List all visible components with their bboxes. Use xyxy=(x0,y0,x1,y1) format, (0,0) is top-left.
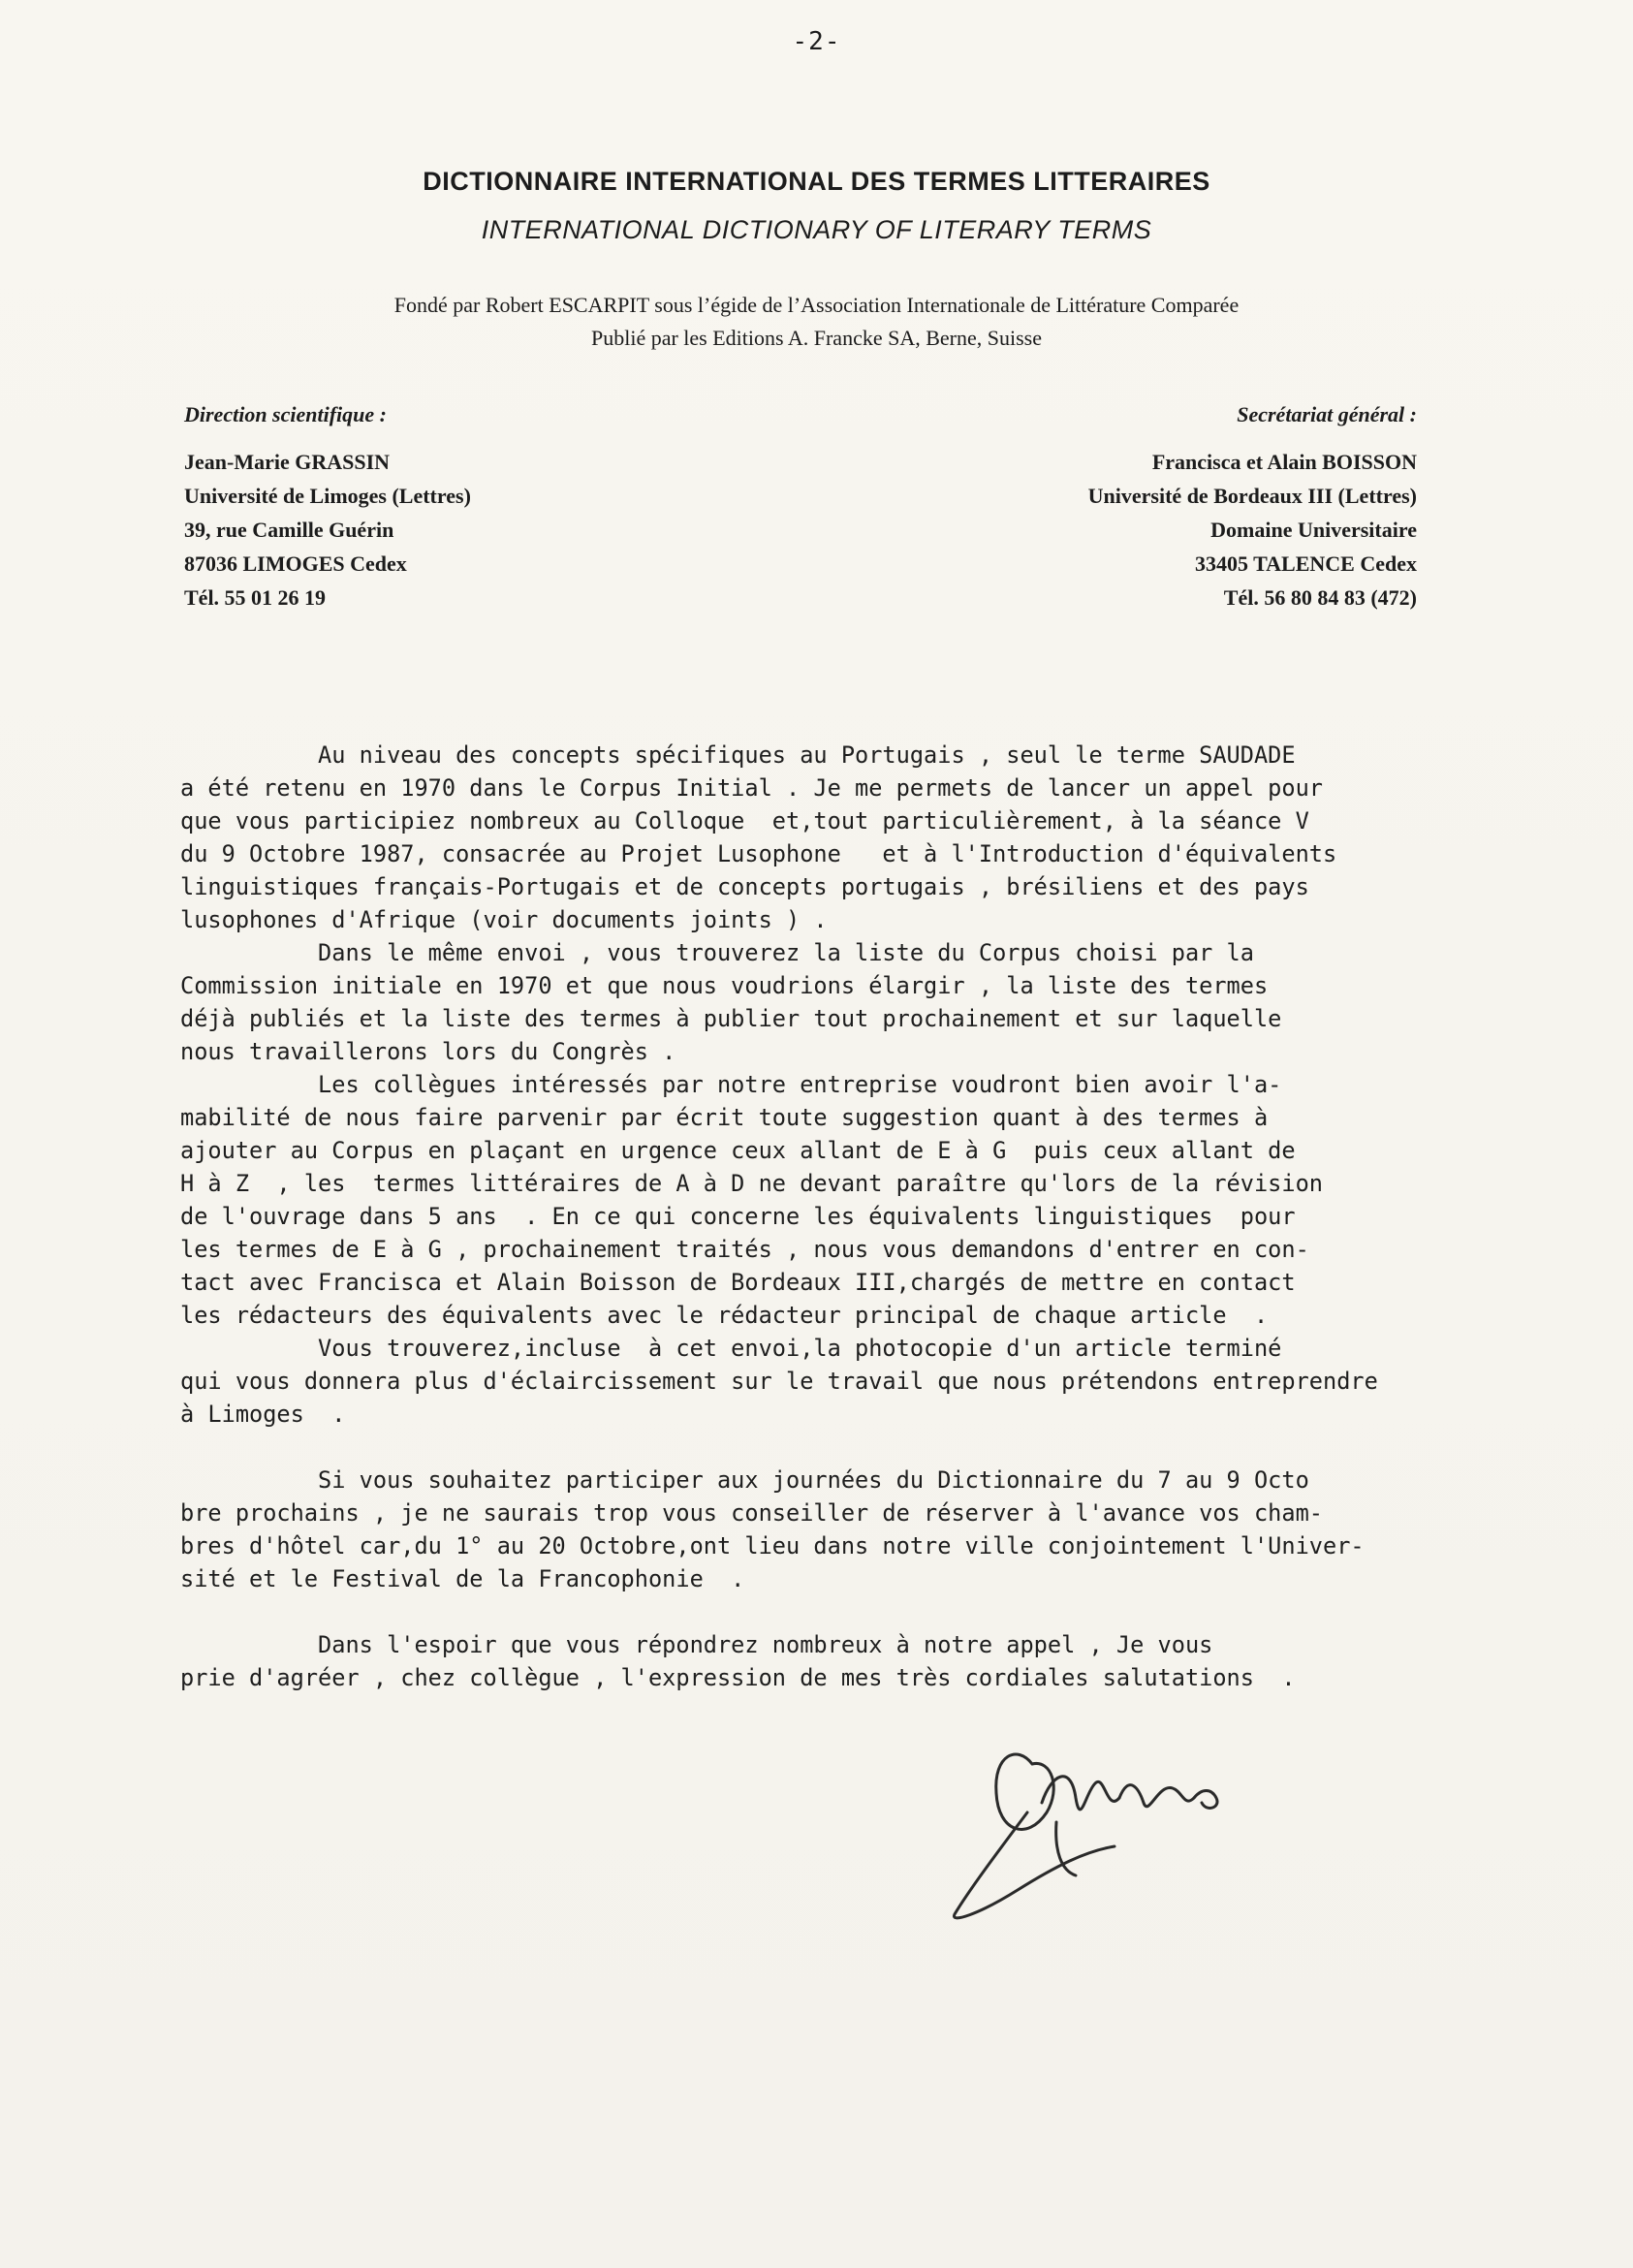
body-line: H à Z , les termes littéraires de A à D ne devant paraître qu'lors de la révision xyxy=(180,1170,1323,1197)
direction-line: Université de Limoges (Lettres) xyxy=(184,484,471,508)
letter-body xyxy=(180,739,1615,1694)
body-line: lusophones d'Afrique (voir documents joints ) . xyxy=(180,906,828,933)
founded-by-line: Fondé par Robert ESCARPIT sous l’égide de l’Association Internationale de Littérature Comparée xyxy=(393,293,1240,317)
body-line: ajouter au Corpus en plaçant en urgence ceux allant de E à G puis ceux allant de xyxy=(180,1137,1296,1164)
title-french: DICTIONNAIRE INTERNATIONAL DES TERMES LITTERAIRES xyxy=(423,167,1210,196)
page-number: -2- xyxy=(792,27,841,56)
body-line: qui vous donnera plus d'éclaircissement sur le travail que nous prétendons entreprendre xyxy=(180,1368,1378,1395)
secretariat-line: 33405 TALENCE Cedex xyxy=(1195,551,1417,576)
body-line xyxy=(180,1595,1615,1628)
body-line: Au niveau des concepts spécifiques au Portugais , seul le terme SAUDADE xyxy=(180,741,1296,769)
secretariat-line: Francisca et Alain BOISSON xyxy=(1151,450,1417,474)
body-line: tact avec Francisca et Alain Boisson de Bordeaux III,chargés de mettre en contact xyxy=(180,1269,1296,1296)
body-line: les termes de E à G , prochainement traités , nous vous demandons d'entrer en con- xyxy=(180,1236,1309,1263)
handwritten-signature xyxy=(940,1706,1289,1938)
published-by-line: Publié par les Editions A. Francke SA, Berne, Suisse xyxy=(590,326,1042,350)
body-line: Si vous souhaitez participer aux journées du Dictionnaire du 7 au 9 Octo xyxy=(180,1466,1309,1494)
body-line: bre prochains , je ne saurais trop vous conseiller de réserver à l'avance vos cham- xyxy=(180,1499,1323,1527)
body-line: Commission initiale en 1970 et que nous voudrions élargir , la liste des termes xyxy=(180,972,1269,999)
direction-heading: Direction scientifique : xyxy=(184,402,387,426)
body-line: nous travaillerons lors du Congrès . xyxy=(180,1038,676,1065)
body-line: Les collègues intéressés par notre entreprise voudront bien avoir l'a- xyxy=(180,1071,1282,1098)
body-line: a été retenu en 1970 dans le Corpus Initial . Je me permets de lancer un appel pour xyxy=(180,774,1323,802)
body-line: Dans le même envoi , vous trouverez la liste du Corpus choisi par la xyxy=(180,939,1254,966)
body-line: que vous participiez nombreux au Colloque et,tout particulièrement, à la séance V xyxy=(180,807,1309,835)
direction-line: 87036 LIMOGES Cedex xyxy=(184,551,407,576)
secretariat-line: Domaine Universitaire xyxy=(1210,518,1417,542)
body-line: linguistiques français-Portugais et de concepts portugais , brésiliens et des pays xyxy=(180,873,1309,900)
body-line: Dans l'espoir que vous répondrez nombreux à notre appel , Je vous xyxy=(180,1631,1213,1658)
body-line: à Limoges . xyxy=(180,1401,346,1428)
body-line: du 9 Octobre 1987, consacrée au Projet Lusophone et à l'Introduction d'équivalents xyxy=(180,840,1337,867)
title-english: INTERNATIONAL DICTIONARY OF LITERARY TERMS xyxy=(481,215,1152,244)
body-line: prie d'agréer , chez collègue , l'expression de mes très cordiales salutations . xyxy=(180,1664,1296,1691)
secretariat-heading: Secrétariat général : xyxy=(1237,402,1417,426)
body-line: mabilité de nous faire parvenir par écrit toute suggestion quant à des termes à xyxy=(180,1104,1269,1131)
direction-address-block xyxy=(184,397,471,614)
body-line: de l'ouvrage dans 5 ans . En ce qui concerne les équivalents linguistiques pour xyxy=(180,1203,1296,1230)
body-line xyxy=(180,1431,1615,1464)
secretariat-line: Université de Bordeaux III (Lettres) xyxy=(1087,484,1417,508)
direction-line: 39, rue Camille Guérin xyxy=(184,518,394,542)
direction-line: Jean-Marie GRASSIN xyxy=(184,450,391,474)
direction-line: Tél. 55 01 26 19 xyxy=(184,585,327,610)
body-line: sité et le Festival de la Francophonie . xyxy=(180,1565,745,1592)
secretariat-address-block xyxy=(1088,397,1417,614)
body-line: les rédacteurs des équivalents avec le rédacteur principal de chaque article . xyxy=(180,1302,1269,1329)
body-line: bres d'hôtel car,du 1° au 20 Octobre,ont lieu dans notre ville conjointement l'Univer- xyxy=(180,1532,1365,1559)
body-line: Vous trouverez,incluse à cet envoi,la photocopie d'un article terminé xyxy=(180,1335,1282,1362)
secretariat-line: Tél. 56 80 84 83 (472) xyxy=(1223,585,1417,610)
body-line: déjà publiés et la liste des termes à publier tout prochainement et sur laquelle xyxy=(180,1005,1282,1032)
